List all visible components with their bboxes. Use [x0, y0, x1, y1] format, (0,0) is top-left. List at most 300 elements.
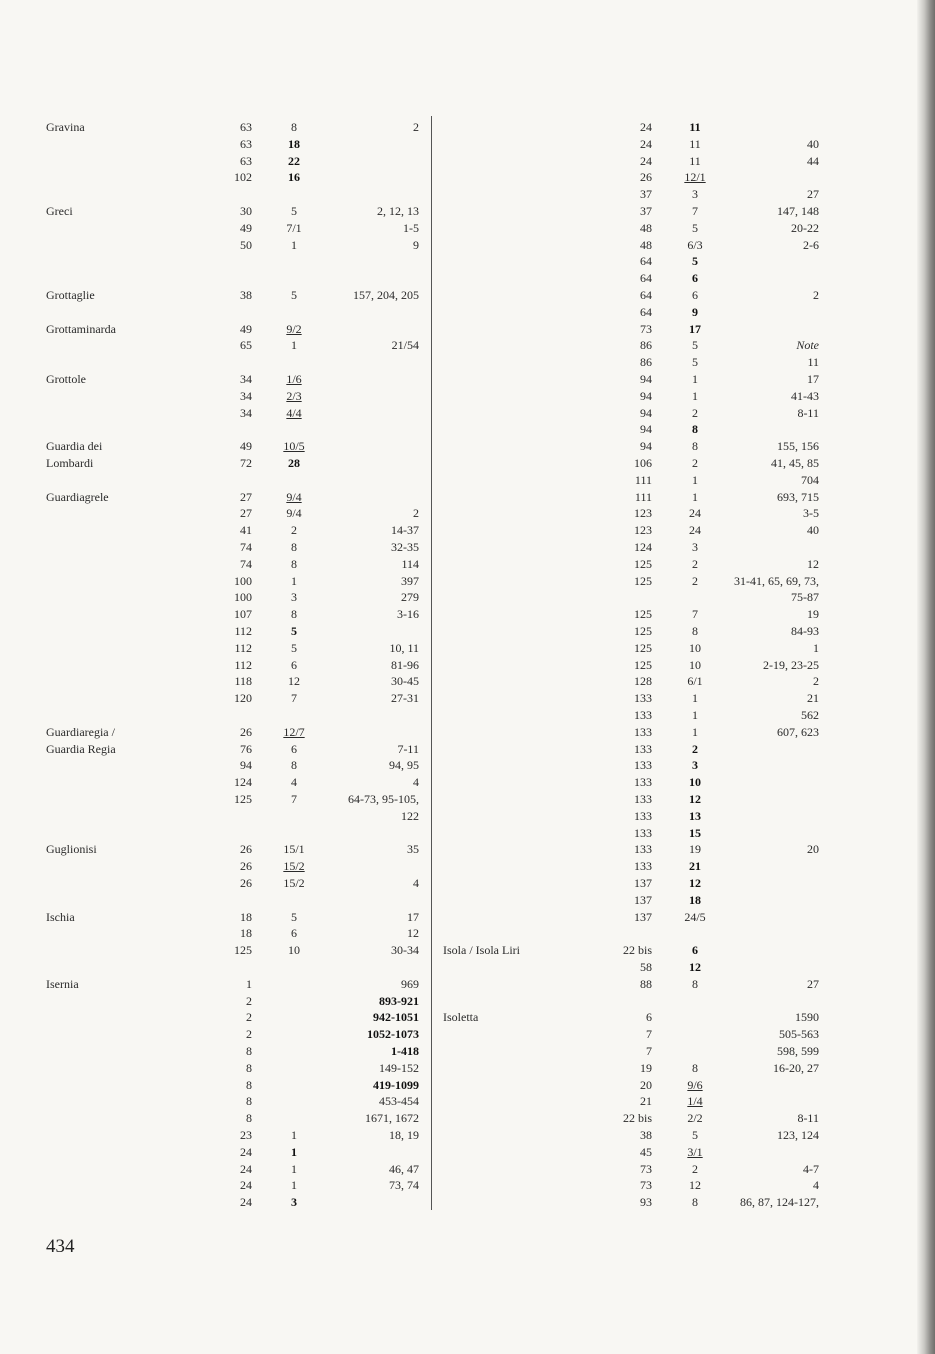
- entry-ref: 12/7: [283, 724, 305, 739]
- page-ref: 74: [240, 540, 252, 554]
- item-range: 607, 623: [777, 724, 819, 739]
- place-name: Guglionisi: [46, 842, 97, 857]
- page-ref: 93: [640, 1195, 652, 1210]
- item-range: 505-563: [779, 1027, 819, 1042]
- page-ref: 18: [240, 909, 252, 924]
- page-ref: 41: [240, 523, 252, 538]
- page-ref: 137: [634, 892, 652, 907]
- page-ref: 86: [640, 355, 652, 370]
- page-ref: 26: [240, 842, 252, 857]
- place-name: Guardia dei: [46, 439, 103, 454]
- page-ref: 8: [246, 1094, 252, 1109]
- item-range: 147, 148: [777, 204, 819, 218]
- item-range: 17: [407, 909, 419, 924]
- item-range: 8-11: [797, 405, 819, 420]
- page-ref: 125: [634, 624, 652, 638]
- page-ref: 19: [640, 1060, 652, 1075]
- entry-ref: 5: [291, 288, 297, 302]
- entry-ref: 13: [689, 808, 701, 823]
- item-range: 11: [807, 355, 819, 370]
- entry-ref: 9/2: [286, 321, 302, 336]
- entry-ref: 1: [692, 372, 698, 386]
- item-range: 157, 204, 205: [353, 288, 419, 302]
- page-ref: 24: [240, 1161, 252, 1176]
- entry-ref: 3: [692, 758, 698, 773]
- page-ref: 7: [646, 1044, 652, 1058]
- page-ref: 94: [640, 388, 652, 403]
- item-range: 31-41, 65, 69, 73,: [734, 573, 819, 588]
- entry-ref: 8: [291, 120, 297, 134]
- entry-ref: 6: [291, 741, 297, 756]
- entry-ref: 10: [689, 657, 701, 672]
- entry-ref: 2: [692, 1161, 698, 1176]
- entry-ref: 1: [291, 237, 297, 252]
- entry-ref: 1: [291, 1128, 297, 1142]
- item-range: 122: [401, 808, 419, 823]
- entry-ref: 3: [692, 540, 698, 554]
- page-ref: 24: [240, 1195, 252, 1210]
- page-ref: 34: [240, 372, 252, 386]
- page-number: 434: [46, 1236, 75, 1257]
- entry-ref: 5: [692, 1128, 698, 1142]
- item-range: 86, 87, 124-127,: [740, 1195, 819, 1210]
- entry-ref: 11: [689, 120, 701, 134]
- page-ref: 24: [240, 1144, 252, 1159]
- page-ref: 100: [234, 590, 252, 605]
- page-ref: 72: [240, 456, 252, 470]
- page-ref: 26: [240, 876, 252, 890]
- entry-ref: 7: [291, 792, 297, 806]
- entry-ref: 1: [291, 1178, 297, 1193]
- page-ref: 100: [234, 573, 252, 588]
- item-range: 4-7: [803, 1161, 819, 1176]
- entry-ref: 8: [692, 624, 698, 638]
- entry-ref: 5: [692, 338, 698, 353]
- page-ref: 49: [240, 321, 252, 336]
- place-name: Guardia Regia: [46, 741, 116, 756]
- entry-ref: 3/1: [687, 1144, 703, 1159]
- item-range: 942-1051: [373, 1010, 419, 1025]
- page-ref: 34: [240, 388, 252, 403]
- page-ref: 2: [246, 1027, 252, 1042]
- page-ref: 38: [640, 1128, 652, 1142]
- item-range: 32-35: [391, 540, 419, 554]
- entry-ref: 8: [291, 540, 297, 554]
- entry-ref: 7: [692, 204, 698, 218]
- page-ref: 133: [634, 724, 652, 739]
- entry-ref: 1: [692, 472, 698, 487]
- page-ref: 24: [640, 136, 652, 151]
- entry-ref: 10: [288, 943, 300, 958]
- entry-ref: 9/4: [286, 506, 302, 521]
- page-ref: 63: [240, 153, 252, 168]
- item-range: 2-19, 23-25: [763, 657, 819, 672]
- entry-ref: 12: [689, 1178, 701, 1193]
- item-range: 75-87: [791, 590, 819, 605]
- item-range: 1-418: [391, 1044, 419, 1058]
- item-range: 27-31: [391, 691, 419, 706]
- entry-ref: 17: [689, 321, 701, 336]
- place-name: Greci: [46, 204, 73, 218]
- entry-ref: 11: [689, 153, 701, 168]
- item-range: 30-45: [391, 674, 419, 689]
- item-range: 893-921: [379, 993, 419, 1008]
- entry-ref: 4/4: [286, 405, 302, 420]
- entry-ref: 8: [692, 422, 698, 437]
- entry-ref: 1: [291, 573, 297, 588]
- item-range: 3-16: [397, 607, 419, 622]
- item-range: 1590: [795, 1010, 819, 1025]
- entry-ref: 6/1: [687, 674, 703, 689]
- item-range: 16-20, 27: [773, 1060, 819, 1075]
- entry-ref: 12: [288, 674, 300, 689]
- page-ref: 24: [640, 120, 652, 134]
- entry-ref: 7: [291, 691, 297, 706]
- page-ref: 1: [246, 976, 252, 991]
- entry-ref: 10: [689, 640, 701, 655]
- page-ref: 125: [634, 556, 652, 571]
- entry-ref: 7/1: [286, 220, 302, 235]
- item-range: 114: [401, 556, 419, 571]
- item-range: 30-34: [391, 943, 419, 958]
- item-range: 279: [401, 590, 419, 605]
- entry-ref: 3: [692, 187, 698, 202]
- entry-ref: 19: [689, 842, 701, 857]
- item-range: 21: [807, 691, 819, 706]
- page-ref: 24: [240, 1178, 252, 1193]
- page-ref: 26: [640, 170, 652, 185]
- entry-ref: 1: [291, 338, 297, 353]
- page-ref: 124: [634, 540, 652, 554]
- entry-ref: 8: [291, 556, 297, 571]
- page-ref: 125: [634, 657, 652, 672]
- item-range: 40: [807, 136, 819, 151]
- page-ref: 106: [634, 456, 652, 470]
- entry-ref: 6: [291, 657, 297, 672]
- page-ref: 37: [640, 187, 652, 202]
- page-ref: 63: [240, 136, 252, 151]
- entry-ref: 5: [291, 624, 297, 638]
- item-range: 10, 11: [389, 640, 419, 655]
- page-ref: 6: [646, 1010, 652, 1025]
- page-ref: 7: [646, 1027, 652, 1042]
- entry-ref: 5: [692, 254, 698, 269]
- entry-ref: 18: [288, 136, 300, 151]
- item-range: 20-22: [791, 220, 819, 235]
- item-range: 4: [813, 1178, 819, 1193]
- entry-ref: 6: [692, 288, 698, 302]
- page-ref: 137: [634, 876, 652, 890]
- page-ref: 24: [640, 153, 652, 168]
- entry-ref: 1/6: [286, 372, 302, 386]
- entry-ref: 12: [689, 792, 701, 806]
- place-name: Isernia: [46, 976, 79, 991]
- page-ref: 48: [640, 237, 652, 252]
- item-range: 598, 599: [777, 1044, 819, 1058]
- page-ref: 133: [634, 691, 652, 706]
- entry-ref: 24: [689, 506, 701, 521]
- page-ref: 34: [240, 405, 252, 420]
- place-name: Grottole: [46, 372, 86, 386]
- item-range: 4: [413, 775, 419, 790]
- page-ref: 133: [634, 741, 652, 756]
- item-range: 1671, 1672: [365, 1111, 419, 1126]
- item-range: 9: [413, 237, 419, 252]
- item-range: 1052-1073: [367, 1027, 419, 1042]
- entry-ref: 9/6: [687, 1077, 703, 1092]
- page-ref: 64: [640, 271, 652, 286]
- entry-ref: 2: [692, 405, 698, 420]
- entry-ref: 10: [689, 775, 701, 790]
- item-range: 27: [807, 187, 819, 202]
- entry-ref: 2: [692, 456, 698, 470]
- entry-ref: 8: [692, 439, 698, 454]
- page-ref: 111: [634, 472, 652, 487]
- item-range: 18, 19: [389, 1128, 419, 1142]
- entry-ref: 9: [692, 304, 698, 319]
- entry-ref: 5: [291, 204, 297, 218]
- item-range: 704: [801, 472, 819, 487]
- page-ref: 133: [634, 859, 652, 874]
- entry-ref: 1: [692, 388, 698, 403]
- page-ref: 133: [634, 758, 652, 773]
- page-ref: 26: [240, 724, 252, 739]
- page-ref: 2: [246, 1010, 252, 1025]
- item-range: 4: [413, 876, 419, 890]
- item-range: 562: [801, 708, 819, 722]
- page-ref: 73: [640, 321, 652, 336]
- entry-ref: 22: [288, 153, 300, 168]
- entry-ref: 6: [291, 926, 297, 941]
- entry-ref: 5: [291, 909, 297, 924]
- entry-ref: 24/5: [684, 909, 706, 924]
- entry-ref: 12: [689, 960, 701, 974]
- entry-ref: 21: [689, 859, 701, 874]
- page-ref: 112: [234, 624, 252, 638]
- page-ref: 94: [640, 439, 652, 454]
- page-ref: 22 bis: [622, 1111, 652, 1126]
- item-range: 8-11: [797, 1111, 819, 1126]
- item-range: 12: [407, 926, 419, 941]
- entry-ref: 3: [291, 1195, 297, 1210]
- item-range: 419-1099: [373, 1077, 419, 1092]
- page-ref: 8: [246, 1060, 252, 1075]
- place-name: Isola / Isola Liri: [443, 943, 520, 958]
- page-ref: 74: [240, 556, 252, 571]
- page-ref: 76: [240, 741, 252, 756]
- page-ref: 133: [634, 708, 652, 722]
- page-ref: 26: [240, 859, 252, 874]
- item-range: 64-73, 95-105,: [348, 792, 419, 806]
- page-ref: 27: [240, 506, 252, 521]
- item-range: 41-43: [791, 388, 819, 403]
- entry-ref: 12/1: [684, 170, 706, 185]
- page-ref: 137: [634, 909, 652, 924]
- place-name: Guardiaregia /: [46, 724, 115, 739]
- entry-ref: 5: [291, 640, 297, 655]
- entry-ref: 8: [291, 607, 297, 622]
- page-ref: 120: [234, 691, 252, 706]
- item-range: 149-152: [379, 1060, 419, 1075]
- column-divider: [431, 116, 432, 1210]
- entry-ref: 16: [288, 170, 300, 185]
- page-ref: 50: [240, 237, 252, 252]
- page-ref: 94: [640, 405, 652, 420]
- page-ref: 49: [240, 220, 252, 235]
- page-ref: 125: [634, 607, 652, 622]
- page-ref: 107: [234, 607, 252, 622]
- page-ref: 86: [640, 338, 652, 353]
- place-name: Grottaminarda: [46, 321, 116, 336]
- entry-ref: 1: [692, 489, 698, 504]
- book-spine-shadow: [917, 0, 935, 1354]
- entry-ref: 15/1: [283, 842, 305, 857]
- page-ref: 65: [240, 338, 252, 353]
- entry-ref: 2: [692, 741, 698, 756]
- item-range: 2: [413, 506, 419, 521]
- page-ref: 88: [640, 976, 652, 991]
- page-ref: 73: [640, 1161, 652, 1176]
- page-ref: 20: [640, 1077, 652, 1092]
- page-ref: 94: [640, 372, 652, 386]
- item-range: 27: [807, 976, 819, 991]
- page-ref: 63: [240, 120, 252, 134]
- item-range: 2: [413, 120, 419, 134]
- page-ref: 111: [634, 489, 652, 504]
- page-ref: 123: [634, 506, 652, 521]
- page-ref: 118: [234, 674, 252, 689]
- page-ref: 133: [634, 792, 652, 806]
- item-range: 155, 156: [777, 439, 819, 454]
- page-ref: 8: [246, 1111, 252, 1126]
- page-ref: 133: [634, 842, 652, 857]
- page-ref: 49: [240, 439, 252, 454]
- entry-ref: 24: [689, 523, 701, 538]
- entry-ref: 6: [692, 943, 698, 958]
- page-ref: 8: [246, 1044, 252, 1058]
- entry-ref: 3: [291, 590, 297, 605]
- page-ref: 133: [634, 775, 652, 790]
- entry-ref: 8: [291, 758, 297, 773]
- entry-ref: 15: [689, 825, 701, 840]
- entry-ref: 4: [291, 775, 297, 790]
- entry-ref: 12: [689, 876, 701, 890]
- page-ref: 23: [240, 1128, 252, 1142]
- page-ref: 38: [240, 288, 252, 302]
- entry-ref: 1: [692, 691, 698, 706]
- page-ref: 18: [240, 926, 252, 941]
- item-range: 123, 124: [777, 1128, 819, 1142]
- item-range: 41, 45, 85: [771, 456, 819, 470]
- entry-ref: 1: [291, 1161, 297, 1176]
- entry-ref: 1: [291, 1144, 297, 1159]
- place-name: Lombardi: [46, 456, 94, 470]
- item-range: 3-5: [803, 506, 819, 521]
- entry-ref: 28: [288, 456, 300, 470]
- page-ref: 30: [240, 204, 252, 218]
- item-range: 969: [401, 976, 419, 991]
- item-range: 2: [813, 674, 819, 689]
- item-range: 40: [807, 523, 819, 538]
- item-range: 693, 715: [777, 489, 819, 504]
- page-ref: 123: [634, 523, 652, 538]
- place-name: Ischia: [46, 909, 75, 924]
- item-range: 2: [813, 288, 819, 302]
- entry-ref: 6/3: [687, 237, 703, 252]
- page-ref: 102: [234, 170, 252, 185]
- item-range: 1-5: [403, 220, 419, 235]
- place-name: Isoletta: [443, 1010, 479, 1025]
- page-ref: 73: [640, 1178, 652, 1193]
- page-ref: 133: [634, 825, 652, 840]
- page-ref: 27: [240, 489, 252, 504]
- page-ref: 48: [640, 220, 652, 235]
- item-range: 12: [807, 556, 819, 571]
- entry-ref: 6: [692, 271, 698, 286]
- item-range: 19: [807, 607, 819, 622]
- entry-ref: 2: [291, 523, 297, 538]
- entry-ref: 2/3: [286, 388, 302, 403]
- page-ref: 112: [234, 657, 252, 672]
- page-ref: 2: [246, 993, 252, 1008]
- place-name: Guardiagrele: [46, 489, 109, 504]
- item-range: 7-11: [397, 741, 419, 756]
- entry-ref: 15/2: [283, 859, 305, 874]
- entry-ref: 9/4: [286, 489, 302, 504]
- item-range: 17: [807, 372, 819, 386]
- item-range: 94, 95: [389, 758, 419, 773]
- page-ref: 8: [246, 1077, 252, 1092]
- page-ref: 94: [640, 422, 652, 437]
- item-range: 14-37: [391, 523, 419, 538]
- item-range: 453-454: [379, 1094, 419, 1109]
- item-range: 84-93: [791, 624, 819, 638]
- entry-ref: 1/4: [687, 1094, 703, 1109]
- item-range: 81-96: [391, 657, 419, 672]
- page-ref: 112: [234, 640, 252, 655]
- item-range: 2, 12, 13: [377, 204, 419, 218]
- item-range: 35: [407, 842, 419, 857]
- page-ref: 58: [640, 960, 652, 974]
- entry-ref: 2: [692, 573, 698, 588]
- item-range: 46, 47: [389, 1161, 419, 1176]
- page-ref: 124: [234, 775, 252, 790]
- entry-ref: 5: [692, 355, 698, 370]
- item-range: Note: [796, 338, 819, 353]
- item-range: 397: [401, 573, 419, 588]
- entry-ref: 11: [689, 136, 701, 151]
- entry-ref: 18: [689, 892, 701, 907]
- page-ref: 133: [634, 808, 652, 823]
- place-name: Grottaglie: [46, 288, 95, 302]
- item-range: 20: [807, 842, 819, 857]
- page-ref: 21: [640, 1094, 652, 1109]
- entry-ref: 10/5: [283, 439, 305, 454]
- page-ref: 125: [234, 943, 252, 958]
- entry-ref: 15/2: [283, 876, 305, 890]
- page-ref: 37: [640, 204, 652, 218]
- page-ref: 45: [640, 1144, 652, 1159]
- item-range: 73, 74: [389, 1178, 419, 1193]
- entry-ref: 7: [692, 607, 698, 622]
- entry-ref: 8: [692, 1195, 698, 1210]
- entry-ref: 1: [692, 724, 698, 739]
- entry-ref: 8: [692, 976, 698, 991]
- place-name: Gravina: [46, 120, 85, 134]
- entry-ref: 5: [692, 220, 698, 235]
- page-ref: 64: [640, 254, 652, 269]
- item-range: 44: [807, 153, 819, 168]
